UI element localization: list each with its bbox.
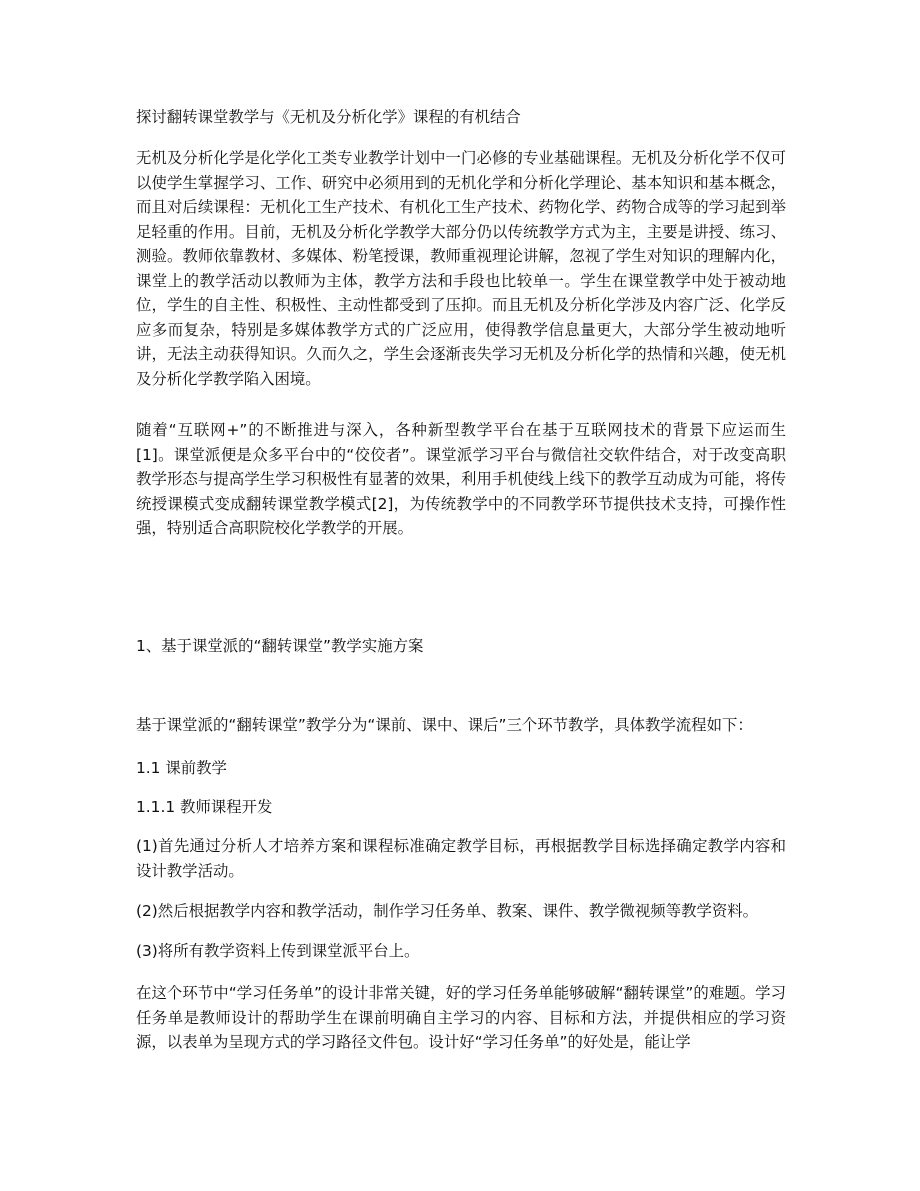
subsection-heading-1-1: 1.1 课前教学 bbox=[136, 759, 227, 777]
paragraph-intro-course: 无机及分析化学是化学化工类专业教学计划中一门必修的专业基础课程。无机及分析化学不仅可以使学生掌握学习、工作、研究中必须用到的无机化学和分析化学理论、基本知识和基本概念，而且对后续课程：无机化工生产技术、有机化工生产技术、药物化学、药物合成等的学习起到举足轻重的作用。目前，无机及分析化学教学大部分仍以传统教学方式为主，主要是讲授、练习、测验。教师依靠教材、多媒体、粉笔授课，教师重视理论讲解，忽视了学生对知识的理解内化，课堂上的教学活动以教师为主体，教学方法和手段也比较单一。学生在课堂教学中处于被动地位，学生的自主性、积极性、主动性都受到了压抑。而且无机及分析化学涉及内容广泛、化学反应多而复杂，特别是多媒体教学方式的广泛应用，使得教学信息量更大，大部分学生被动地听讲，无法主动获得知识。久而久之，学生会逐渐丧失学习无机及分析化学的热情和兴趣，使无机及分析化学教学陷入困境。 bbox=[136, 149, 786, 388]
section-intro: 基于课堂派的“翻转课堂”教学分为“课前、课中、课后”三个环节教学，具体教学流程如下： bbox=[136, 716, 753, 734]
document-title: 探讨翻转课堂教学与《无机及分析化学》课程的有机结合 bbox=[136, 108, 521, 126]
paragraph-task-sheet: 在这个环节中“学习任务单”的设计非常关键，好的学习任务单能够破解“翻转课堂”的难题。学习任务单是教师设计的帮助学生在课前明确自主学习的内容、目标和方法，并提供相应的学习资源，以表单为呈现方式的学习路径文件包。设计好“学习任务单”的好处是，能让学 bbox=[136, 984, 786, 1051]
paragraph-internet-platform: 随着“互联网+”的不断推进与深入，各种新型教学平台在基于互联网技术的背景下应运而生[1]。课堂派便是众多平台中的“佼佼者”。课堂派学习平台与微信社交软件结合，对于改变高职教学形态与提高学生学习积极性有显著的效果，利用手机使线上线下的教学互动成为可能，将传统授课模式变成翻转课堂教学模式[2]，为传统教学中的不同教学环节提供技术支持，可操作性强，特别适合高职院校化学教学的开展。 bbox=[136, 421, 786, 537]
step-1: (1)首先通过分析人才培养方案和课程标准确定教学目标，再根据教学目标选择确定教学内容和设计教学活动。 bbox=[136, 837, 786, 880]
step-3: (3)将所有教学资料上传到课堂派平台上。 bbox=[136, 942, 420, 960]
step-2: (2)然后根据教学内容和教学活动，制作学习任务单、教案、课件、教学微视频等教学资料。 bbox=[136, 902, 759, 920]
subsection-heading-1-1-1: 1.1.1 教师课程开发 bbox=[136, 798, 273, 816]
section-heading-1: 1、基于课堂派的“翻转课堂”教学实施方案 bbox=[136, 637, 424, 655]
